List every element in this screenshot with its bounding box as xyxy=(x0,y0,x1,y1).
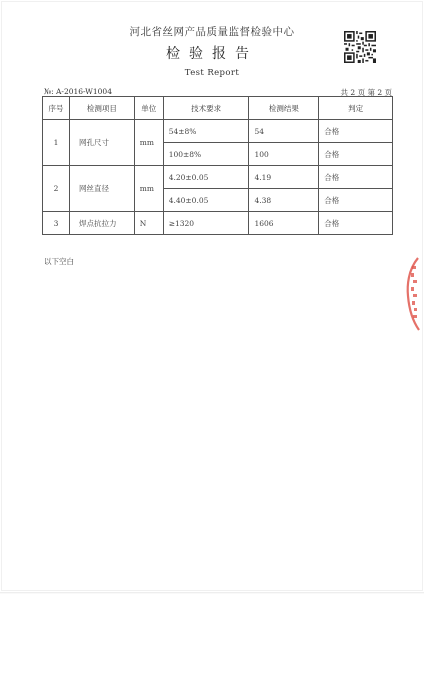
row-index: 1 xyxy=(43,120,70,166)
report-subtitle: Test Report xyxy=(184,68,240,78)
row-result: 1606 xyxy=(249,212,319,235)
row-item: 焊点抗拉力 xyxy=(69,212,134,235)
page-edge xyxy=(0,592,424,594)
row-requirement: 4.40±0.05 xyxy=(163,189,249,212)
table-row xyxy=(43,120,393,143)
page-info: 共 2 页 第 2 页 xyxy=(340,88,392,97)
row-index: 2 xyxy=(43,166,70,212)
header-unit: 单位 xyxy=(134,97,163,120)
row-verdict: 合格 xyxy=(319,212,393,235)
header-result: 检测结果 xyxy=(249,97,319,120)
row-requirement: ≥1320 xyxy=(163,212,249,235)
header-item: 检测项目 xyxy=(69,97,134,120)
table-header-row xyxy=(43,97,393,120)
row-verdict: 合格 xyxy=(319,143,393,166)
institution-name: 河北省丝网产品质量监督检验中心 xyxy=(129,26,295,38)
row-requirement: 4.20±0.05 xyxy=(163,166,249,189)
table-row xyxy=(43,166,393,189)
row-unit: mm xyxy=(134,120,163,166)
header-requirement: 技术要求 xyxy=(163,97,249,120)
row-result: 4.38 xyxy=(249,189,319,212)
row-verdict: 合格 xyxy=(319,120,393,143)
row-result: 4.19 xyxy=(249,166,319,189)
row-requirement: 100±8% xyxy=(163,143,249,166)
report-number: №: A-2016-W1004 xyxy=(44,87,112,96)
row-item: 网丝直径 xyxy=(69,166,134,212)
row-item: 网孔尺寸 xyxy=(69,120,134,166)
row-unit: N xyxy=(134,212,163,235)
row-index: 3 xyxy=(43,212,70,235)
header-index: 序号 xyxy=(43,97,70,120)
row-requirement: 54±8% xyxy=(163,120,249,143)
report-title: 检验报告 xyxy=(166,46,258,62)
row-result: 100 xyxy=(249,143,319,166)
official-seal-stamp-icon xyxy=(404,256,420,332)
header-verdict: 判定 xyxy=(319,97,393,120)
end-of-content-note: 以下空白 xyxy=(44,257,74,266)
row-verdict: 合格 xyxy=(319,189,393,212)
table-row xyxy=(43,212,393,235)
row-unit: mm xyxy=(134,166,163,212)
row-result: 54 xyxy=(249,120,319,143)
qr-code-icon xyxy=(344,31,376,63)
row-verdict: 合格 xyxy=(319,166,393,189)
test-results-table xyxy=(42,96,393,235)
